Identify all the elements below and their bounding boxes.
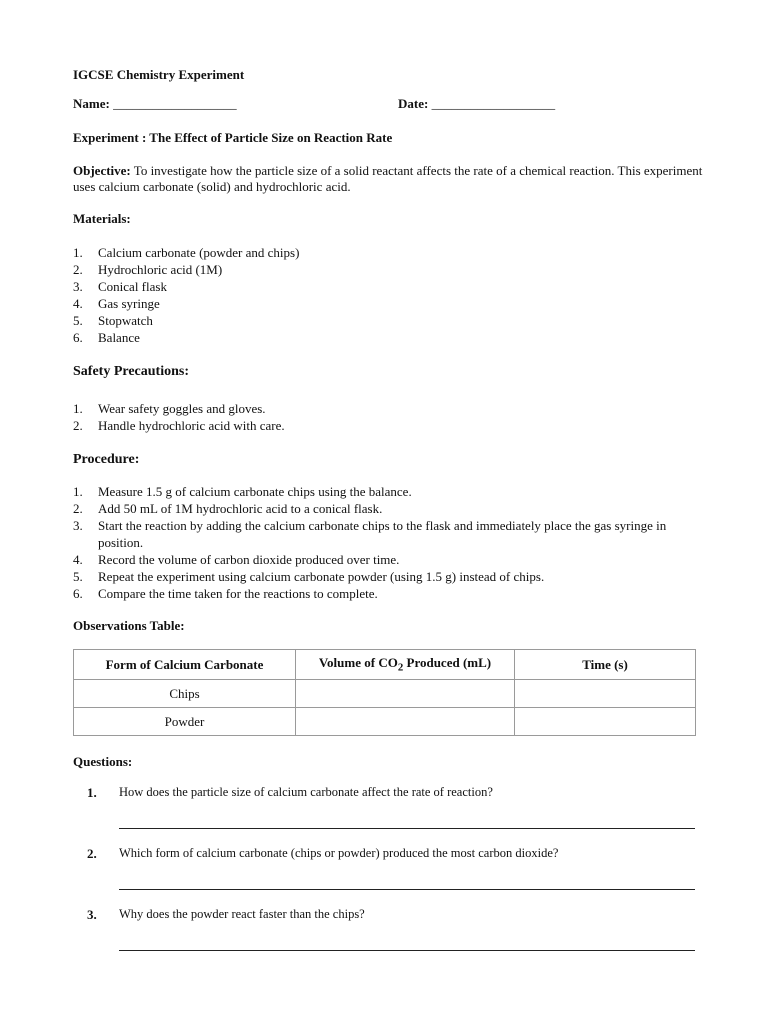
list-item: 5. Stopwatch (73, 313, 153, 328)
objective-label: Objective: (73, 163, 131, 178)
table-header-row (74, 650, 696, 680)
experiment-title: Experiment : The Effect of Particle Size on Reaction Rate (73, 130, 393, 145)
list-item: 1. Measure 1.5 g of calcium carbonate chips using the balance. (73, 484, 412, 499)
question-number: 1. (87, 785, 97, 800)
list-item: 2. Handle hydrochloric acid with care. (73, 418, 285, 433)
answer-line[interactable] (119, 950, 695, 951)
observations-table (73, 649, 696, 736)
question-text: How does the particle size of calcium carbonate affect the rate of reaction? (119, 785, 493, 799)
list-item: 1. Wear safety goggles and gloves. (73, 401, 266, 416)
list-item: 3. Start the reaction by adding the calcium carbonate chips to the flask and immediately place the gas syringe in position. (73, 518, 667, 550)
cell-form: Powder (74, 708, 296, 736)
list-item: 1. Calcium carbonate (powder and chips) (73, 245, 300, 260)
col-header-volume: Volume of $CO_2$ Produced (mL) (296, 650, 515, 680)
question-text: Why does the powder react faster than the chips? (119, 907, 365, 921)
questions-heading: Questions: (73, 754, 133, 769)
cell-volume[interactable] (296, 680, 515, 708)
name-blank[interactable]: ___________________ (113, 96, 237, 111)
objective-text: To investigate how the particle size of a solid reactant affects the rate of a chemical reaction. This experiment uses calcium carbonate (solid) and hydrochloric acid. (73, 163, 703, 194)
list-item: 6. Balance (73, 330, 140, 345)
observations-heading: Observations Table: (73, 618, 185, 633)
list-item: 2. Add 50 mL of 1M hydrochloric acid to a conical flask. (73, 501, 383, 516)
col-header-form: Form of Calcium Carbonate (74, 650, 296, 680)
objective-paragraph (73, 163, 703, 195)
table-row (74, 680, 696, 708)
cell-volume[interactable] (296, 708, 515, 736)
question-number: 2. (87, 846, 97, 861)
safety-list (73, 400, 285, 434)
document-title: IGCSE Chemistry Experiment (73, 67, 245, 82)
date-blank[interactable]: ___________________ (431, 96, 556, 111)
list-item: 5. Repeat the experiment using calcium carbonate powder (using 1.5 g) instead of chips. (73, 569, 545, 584)
name-field[interactable] (73, 96, 237, 112)
date-label: Date: (398, 96, 429, 111)
question-number: 3. (87, 907, 97, 922)
cell-time[interactable] (515, 680, 696, 708)
cell-time[interactable] (515, 708, 696, 736)
list-item: 4. Gas syringe (73, 296, 160, 311)
list-item: 4. Record the volume of carbon dioxide produced over time. (73, 552, 400, 567)
cell-form: Chips (74, 680, 296, 708)
date-field[interactable] (398, 96, 555, 112)
answer-line[interactable] (119, 828, 695, 829)
question-text: Which form of calcium carbonate (chips or powder) produced the most carbon dioxide? (119, 846, 559, 860)
table-row (74, 708, 696, 736)
materials-heading: Materials: (73, 211, 131, 226)
materials-list (73, 244, 299, 346)
list-item: 6. Compare the time taken for the reactions to complete. (73, 586, 378, 601)
col-header-time: Time (s) (515, 650, 696, 680)
procedure-list (73, 483, 698, 602)
procedure-heading: Procedure: (73, 452, 140, 467)
list-item: 2. Hydrochloric acid (1M) (73, 262, 223, 277)
name-label: Name: (73, 96, 110, 111)
list-item: 3. Conical flask (73, 279, 167, 294)
answer-line[interactable] (119, 889, 695, 890)
safety-heading: Safety Precautions: (73, 364, 189, 379)
